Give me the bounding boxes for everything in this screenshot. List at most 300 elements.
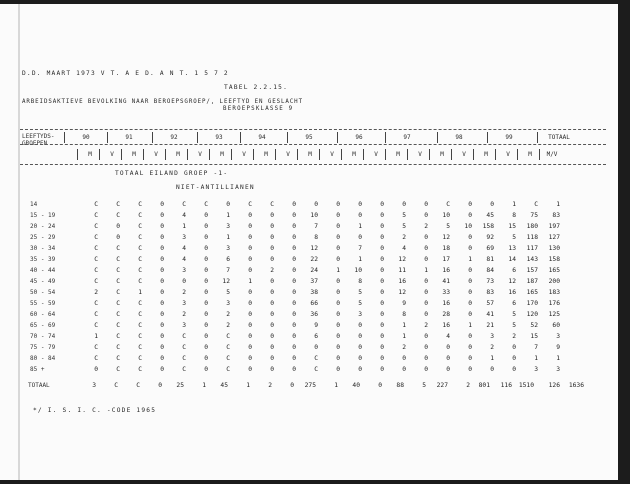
table-cell: C bbox=[138, 355, 142, 362]
table-cell: C bbox=[116, 212, 120, 219]
table-cell: 0 bbox=[380, 289, 384, 296]
table-cell: 0 bbox=[160, 267, 164, 274]
table-cell: 0 bbox=[204, 344, 208, 351]
sex-header: M bbox=[220, 151, 224, 158]
table-cell: 0 bbox=[490, 366, 494, 373]
table-cell: C bbox=[94, 245, 98, 252]
table-cell: 0 bbox=[314, 344, 318, 351]
table-cell: 5 bbox=[226, 289, 230, 296]
table-cell: 22 bbox=[310, 256, 318, 263]
table-cell: 176 bbox=[548, 300, 560, 307]
table-cell: C bbox=[94, 311, 98, 318]
row-label: 30 - 34 bbox=[30, 245, 56, 252]
table-cell: 13 bbox=[508, 245, 516, 252]
table-cell: 1 bbox=[424, 267, 428, 274]
sex-header: M bbox=[264, 151, 268, 158]
table-cell: 0 bbox=[248, 223, 252, 230]
row-label: 70 - 74 bbox=[30, 333, 56, 340]
table-cell: 0 bbox=[160, 256, 164, 263]
table-cell: C bbox=[94, 223, 98, 230]
table-cell: 3 bbox=[556, 333, 560, 340]
table-cell: C bbox=[136, 382, 140, 389]
table-cell: 40 bbox=[352, 382, 360, 389]
table-cell: 16 bbox=[442, 267, 450, 274]
table-cell: 0 bbox=[468, 201, 472, 208]
column-separator bbox=[64, 132, 65, 143]
sex-header: V bbox=[418, 151, 422, 158]
table-cell: 0 bbox=[336, 234, 340, 241]
table-cell: 1 bbox=[556, 201, 560, 208]
table-cell: 0 bbox=[512, 366, 516, 373]
column-separator bbox=[407, 149, 408, 160]
table-cell: 0 bbox=[204, 355, 208, 362]
column-separator bbox=[275, 149, 276, 160]
section-heading: TOTAAL EILAND GROEP -1- bbox=[115, 170, 229, 177]
row-label: 45 - 49 bbox=[30, 278, 56, 285]
table-cell: 5 bbox=[512, 322, 516, 329]
table-cell: C bbox=[116, 245, 120, 252]
table-cell: 18 bbox=[442, 245, 450, 252]
sex-header: M bbox=[528, 151, 532, 158]
table-cell: 0 bbox=[292, 355, 296, 362]
table-cell: 0 bbox=[358, 333, 362, 340]
table-cell: 0 bbox=[358, 201, 362, 208]
table-cell: 7 bbox=[358, 245, 362, 252]
table-cell: C bbox=[138, 212, 142, 219]
table-cell: 2 bbox=[466, 382, 470, 389]
table-cell: 1 bbox=[94, 333, 98, 340]
table-cell: C bbox=[94, 344, 98, 351]
table-cell: 16 bbox=[508, 289, 516, 296]
column-separator bbox=[517, 149, 518, 160]
table-cell: 0 bbox=[380, 223, 384, 230]
table-cell: 0 bbox=[336, 355, 340, 362]
table-cell: C bbox=[94, 300, 98, 307]
table-cell: 0 bbox=[358, 344, 362, 351]
table-cell: 0 bbox=[424, 234, 428, 241]
table-cell: 0 bbox=[424, 311, 428, 318]
table-cell: 0 bbox=[380, 201, 384, 208]
table-cell: 1 bbox=[182, 223, 186, 230]
column-separator bbox=[143, 149, 144, 160]
table-cell: 0 bbox=[336, 366, 340, 373]
sex-header: V bbox=[374, 151, 378, 158]
table-cell: 0 bbox=[336, 311, 340, 318]
table-cell: 3 bbox=[182, 267, 186, 274]
table-cell: 2 bbox=[402, 344, 406, 351]
footnote: */ I. S. I. C. -CODE 1965 bbox=[33, 407, 157, 414]
table-cell: 41 bbox=[442, 278, 450, 285]
table-cell: 0 bbox=[204, 267, 208, 274]
table-cell: 4 bbox=[182, 256, 186, 263]
row-label: 14 bbox=[30, 201, 38, 208]
table-cell: 1 bbox=[202, 382, 206, 389]
table-cell: 10 bbox=[310, 212, 318, 219]
table-cell: 4 bbox=[446, 333, 450, 340]
table-cell: 0 bbox=[468, 267, 472, 274]
table-cell: 0 bbox=[182, 278, 186, 285]
table-cell: 45 bbox=[486, 212, 494, 219]
table-cell: 8 bbox=[512, 212, 516, 219]
table-cell: C bbox=[182, 366, 186, 373]
rule-bottom bbox=[20, 164, 606, 165]
row-label: 35 - 39 bbox=[30, 256, 56, 263]
table-cell: C bbox=[204, 201, 208, 208]
table-cell: 2 bbox=[182, 311, 186, 318]
sex-header: V bbox=[330, 151, 334, 158]
column-separator bbox=[209, 149, 210, 160]
table-cell: 275 bbox=[304, 382, 316, 389]
table-cell: 125 bbox=[548, 311, 560, 318]
table-cell: 0 bbox=[204, 278, 208, 285]
table-cell: 73 bbox=[486, 278, 494, 285]
table-cell: 52 bbox=[530, 322, 538, 329]
table-cell: 0 bbox=[336, 245, 340, 252]
table-cell: 0 bbox=[446, 366, 450, 373]
table-cell: 0 bbox=[160, 355, 164, 362]
table-cell: 157 bbox=[526, 267, 538, 274]
row-label: 80 - 84 bbox=[30, 355, 56, 362]
table-cell: 0 bbox=[424, 256, 428, 263]
table-cell: 0 bbox=[270, 289, 274, 296]
table-cell: 15 bbox=[530, 333, 538, 340]
table-cell: 5 bbox=[422, 382, 426, 389]
table-cell: 0 bbox=[248, 245, 252, 252]
table-cell: 0 bbox=[160, 201, 164, 208]
sex-header: M bbox=[88, 151, 92, 158]
table-cell: C bbox=[138, 201, 142, 208]
table-cell: 0 bbox=[160, 322, 164, 329]
table-cell: 0 bbox=[292, 311, 296, 318]
column-separator bbox=[77, 149, 78, 160]
group-label-2: GROEPEN bbox=[22, 140, 48, 147]
table-cell: 0 bbox=[380, 344, 384, 351]
table-cell: 0 bbox=[270, 223, 274, 230]
sex-header: V bbox=[286, 151, 290, 158]
table-cell: C bbox=[116, 278, 120, 285]
table-cell: 0 bbox=[380, 333, 384, 340]
table-cell: 0 bbox=[314, 201, 318, 208]
table-cell: 0 bbox=[380, 267, 384, 274]
column-separator bbox=[297, 149, 298, 160]
table-cell: 0 bbox=[402, 366, 406, 373]
table-cell: 8 bbox=[402, 311, 406, 318]
table-cell: 0 bbox=[380, 212, 384, 219]
column-separator bbox=[231, 149, 232, 160]
table-cell: 0 bbox=[204, 322, 208, 329]
table-cell: 37 bbox=[310, 278, 318, 285]
table-cell: 0 bbox=[402, 355, 406, 362]
table-cell: 12 bbox=[508, 278, 516, 285]
table-cell: 0 bbox=[336, 201, 340, 208]
table-cell: 0 bbox=[292, 256, 296, 263]
table-cell: 0 bbox=[270, 234, 274, 241]
table-cell: C bbox=[226, 344, 230, 351]
table-cell: 9 bbox=[314, 322, 318, 329]
table-cell: 0 bbox=[378, 382, 382, 389]
table-cell: 0 bbox=[380, 234, 384, 241]
sex-header: M bbox=[484, 151, 488, 158]
table-cell: 36 bbox=[310, 311, 318, 318]
table-cell: 165 bbox=[548, 267, 560, 274]
table-cell: 0 bbox=[160, 278, 164, 285]
table-cell: 0 bbox=[336, 223, 340, 230]
table-cell: 0 bbox=[248, 300, 252, 307]
table-cell: 83 bbox=[486, 289, 494, 296]
row-label: 75 - 79 bbox=[30, 344, 56, 351]
table-cell: 0 bbox=[424, 333, 428, 340]
table-cell: 25 bbox=[176, 382, 184, 389]
table-cell: 7 bbox=[226, 267, 230, 274]
table-cell: C bbox=[116, 366, 120, 373]
table-cell: 165 bbox=[526, 289, 538, 296]
table-cell: 92 bbox=[486, 234, 494, 241]
sex-header: M bbox=[308, 151, 312, 158]
column-code: 90 bbox=[82, 134, 90, 141]
table-cell: 0 bbox=[380, 278, 384, 285]
table-cell: C bbox=[138, 245, 142, 252]
table-cell: 0 bbox=[204, 366, 208, 373]
table-cell: 17 bbox=[442, 256, 450, 263]
table-cell: C bbox=[116, 256, 120, 263]
rule-top bbox=[20, 129, 606, 130]
table-cell: 801 bbox=[478, 382, 490, 389]
table-cell: 0 bbox=[160, 289, 164, 296]
table-cell: 0 bbox=[248, 289, 252, 296]
table-cell: 0 bbox=[424, 300, 428, 307]
table-cell: 158 bbox=[482, 223, 494, 230]
table-cell: C bbox=[270, 201, 274, 208]
table-cell: C bbox=[94, 355, 98, 362]
table-cell: 1 bbox=[246, 382, 250, 389]
table-cell: C bbox=[138, 300, 142, 307]
table-cell: 1510 bbox=[518, 382, 534, 389]
table-cell: 0 bbox=[270, 322, 274, 329]
table-cell: 0 bbox=[204, 212, 208, 219]
column-separator bbox=[319, 149, 320, 160]
table-cell: 1 bbox=[138, 289, 142, 296]
section-subheading: NIET-ANTILLIANEN bbox=[176, 184, 255, 191]
group-label-1: LEEFTYDS- bbox=[22, 133, 55, 140]
table-cell: 0 bbox=[292, 245, 296, 252]
table-cell: 12 bbox=[222, 278, 230, 285]
table-cell: 1 bbox=[512, 201, 516, 208]
column-code: 92 bbox=[170, 134, 178, 141]
table-cell: 3 bbox=[358, 311, 362, 318]
table-cell: 0 bbox=[292, 234, 296, 241]
table-cell: 9 bbox=[402, 300, 406, 307]
table-cell: C bbox=[94, 256, 98, 263]
table-cell: 5 bbox=[446, 223, 450, 230]
table-cell: 41 bbox=[486, 311, 494, 318]
table-cell: 12 bbox=[398, 289, 406, 296]
column-code: 99 bbox=[505, 134, 513, 141]
table-cell: 0 bbox=[248, 333, 252, 340]
table-cell: C bbox=[138, 322, 142, 329]
table-cell: 0 bbox=[468, 333, 472, 340]
table-cell: 0 bbox=[204, 333, 208, 340]
column-separator bbox=[187, 149, 188, 160]
table-cell: 1 bbox=[490, 355, 494, 362]
table-cell: 0 bbox=[292, 223, 296, 230]
table-cell: 81 bbox=[486, 256, 494, 263]
column-separator bbox=[165, 149, 166, 160]
table-cell: 0 bbox=[204, 256, 208, 263]
table-cell: 5 bbox=[358, 300, 362, 307]
table-cell: 8 bbox=[358, 278, 362, 285]
table-cell: 130 bbox=[548, 245, 560, 252]
table-cell: 187 bbox=[526, 278, 538, 285]
table-cell: 1 bbox=[402, 322, 406, 329]
table-cell: 28 bbox=[442, 311, 450, 318]
table-cell: C bbox=[182, 355, 186, 362]
table-cell: C bbox=[138, 223, 142, 230]
table-cell: 0 bbox=[204, 300, 208, 307]
table-number: TABEL 2.2.15. bbox=[224, 84, 289, 91]
sex-header: V bbox=[462, 151, 466, 158]
table-cell: 2 bbox=[270, 267, 274, 274]
table-cell: C bbox=[116, 201, 120, 208]
table-cell: 69 bbox=[486, 245, 494, 252]
table-cell: 2 bbox=[424, 322, 428, 329]
table-cell: 0 bbox=[424, 245, 428, 252]
table-cell: 0 bbox=[380, 311, 384, 318]
source-line: D.D. MAART 1973 V T. A E D. A N T. 1 5 7 2 bbox=[22, 70, 229, 77]
table-cell: 0 bbox=[158, 382, 162, 389]
table-cell: 116 bbox=[500, 382, 512, 389]
sex-header: M bbox=[440, 151, 444, 158]
table-cell: C bbox=[314, 355, 318, 362]
table-cell: 21 bbox=[486, 322, 494, 329]
table-cell: 5 bbox=[402, 223, 406, 230]
row-label: 55 - 59 bbox=[30, 300, 56, 307]
table-cell: 0 bbox=[290, 382, 294, 389]
table-cell: 8 bbox=[314, 234, 318, 241]
table-cell: 1 bbox=[358, 223, 362, 230]
table-cell: 0 bbox=[204, 311, 208, 318]
table-cell: 6 bbox=[512, 300, 516, 307]
table-cell: 197 bbox=[548, 223, 560, 230]
column-code: 91 bbox=[125, 134, 133, 141]
table-cell: C bbox=[226, 355, 230, 362]
column-code: 95 bbox=[305, 134, 313, 141]
table-cell: 0 bbox=[380, 355, 384, 362]
row-label: 65 - 69 bbox=[30, 322, 56, 329]
table-title: ARBEIDSAKTIEVE BEVOLKING NAAR BEROEPSGROEP/, LEEFTYD EN GESLACHT bbox=[22, 99, 303, 105]
table-cell: 1 bbox=[534, 355, 538, 362]
table-cell: 0 bbox=[204, 234, 208, 241]
table-cell: 24 bbox=[310, 267, 318, 274]
table-cell: 117 bbox=[526, 245, 538, 252]
table-cell: 2 bbox=[424, 223, 428, 230]
table-cell: 2 bbox=[402, 234, 406, 241]
table-cell: 0 bbox=[160, 311, 164, 318]
table-cell: 9 bbox=[556, 344, 560, 351]
table-cell: 0 bbox=[358, 355, 362, 362]
table-cell: 183 bbox=[548, 289, 560, 296]
table-cell: 2 bbox=[512, 333, 516, 340]
table-cell: 0 bbox=[424, 355, 428, 362]
table-cell: 0 bbox=[270, 212, 274, 219]
table-cell: C bbox=[138, 366, 142, 373]
table-cell: 0 bbox=[490, 201, 494, 208]
column-separator bbox=[121, 149, 122, 160]
table-cell: 0 bbox=[204, 289, 208, 296]
table-cell: C bbox=[138, 234, 142, 241]
table-cell: C bbox=[182, 333, 186, 340]
row-label: TOTAAL bbox=[28, 382, 50, 389]
rule-mid bbox=[20, 144, 606, 145]
table-cell: 0 bbox=[270, 311, 274, 318]
table-cell: 170 bbox=[526, 300, 538, 307]
row-label: 60 - 64 bbox=[30, 311, 56, 318]
table-cell: 2 bbox=[226, 311, 230, 318]
column-code: 97 bbox=[403, 134, 411, 141]
table-cell: 3 bbox=[182, 234, 186, 241]
table-cell: C bbox=[138, 311, 142, 318]
table-cell: 0 bbox=[358, 212, 362, 219]
sex-header: M/V bbox=[546, 151, 558, 158]
table-cell: 0 bbox=[226, 201, 230, 208]
table-cell: 3 bbox=[182, 300, 186, 307]
table-cell: C bbox=[182, 201, 186, 208]
sex-header: M bbox=[132, 151, 136, 158]
table-cell: 0 bbox=[468, 311, 472, 318]
table-cell: 0 bbox=[468, 278, 472, 285]
column-separator bbox=[287, 132, 288, 143]
table-cell: 3 bbox=[92, 382, 96, 389]
table-cell: 0 bbox=[248, 311, 252, 318]
table-cell: 0 bbox=[402, 201, 406, 208]
table-cell: 83 bbox=[552, 212, 560, 219]
row-label: 50 - 54 bbox=[30, 289, 56, 296]
table-cell: 0 bbox=[358, 366, 362, 373]
table-cell: C bbox=[534, 201, 538, 208]
table-cell: 0 bbox=[292, 212, 296, 219]
table-cell: C bbox=[116, 300, 120, 307]
table-cell: C bbox=[248, 201, 252, 208]
sex-header: V bbox=[198, 151, 202, 158]
table-cell: 0 bbox=[336, 300, 340, 307]
column-separator bbox=[197, 132, 198, 143]
table-cell: C bbox=[138, 256, 142, 263]
table-cell: 5 bbox=[358, 289, 362, 296]
row-label: 85 + bbox=[30, 366, 45, 373]
table-cell: 2 bbox=[226, 322, 230, 329]
table-cell: 0 bbox=[358, 234, 362, 241]
table-cell: 0 bbox=[468, 366, 472, 373]
table-cell: 1 bbox=[358, 256, 362, 263]
column-separator bbox=[240, 132, 241, 143]
table-cell: 0 bbox=[270, 300, 274, 307]
sex-header: V bbox=[154, 151, 158, 158]
column-separator bbox=[429, 149, 430, 160]
table-cell: C bbox=[94, 267, 98, 274]
table-cell: 75 bbox=[530, 212, 538, 219]
table-cell: C bbox=[226, 333, 230, 340]
table-cell: 0 bbox=[160, 245, 164, 252]
table-cell: 180 bbox=[526, 223, 538, 230]
table-cell: 0 bbox=[160, 366, 164, 373]
table-cell: C bbox=[446, 201, 450, 208]
table-cell: 0 bbox=[468, 234, 472, 241]
table-cell: 1 bbox=[226, 212, 230, 219]
column-separator bbox=[451, 149, 452, 160]
table-cell: 0 bbox=[292, 300, 296, 307]
table-cell: C bbox=[116, 322, 120, 329]
column-separator bbox=[99, 149, 100, 160]
table-cell: 0 bbox=[336, 212, 340, 219]
